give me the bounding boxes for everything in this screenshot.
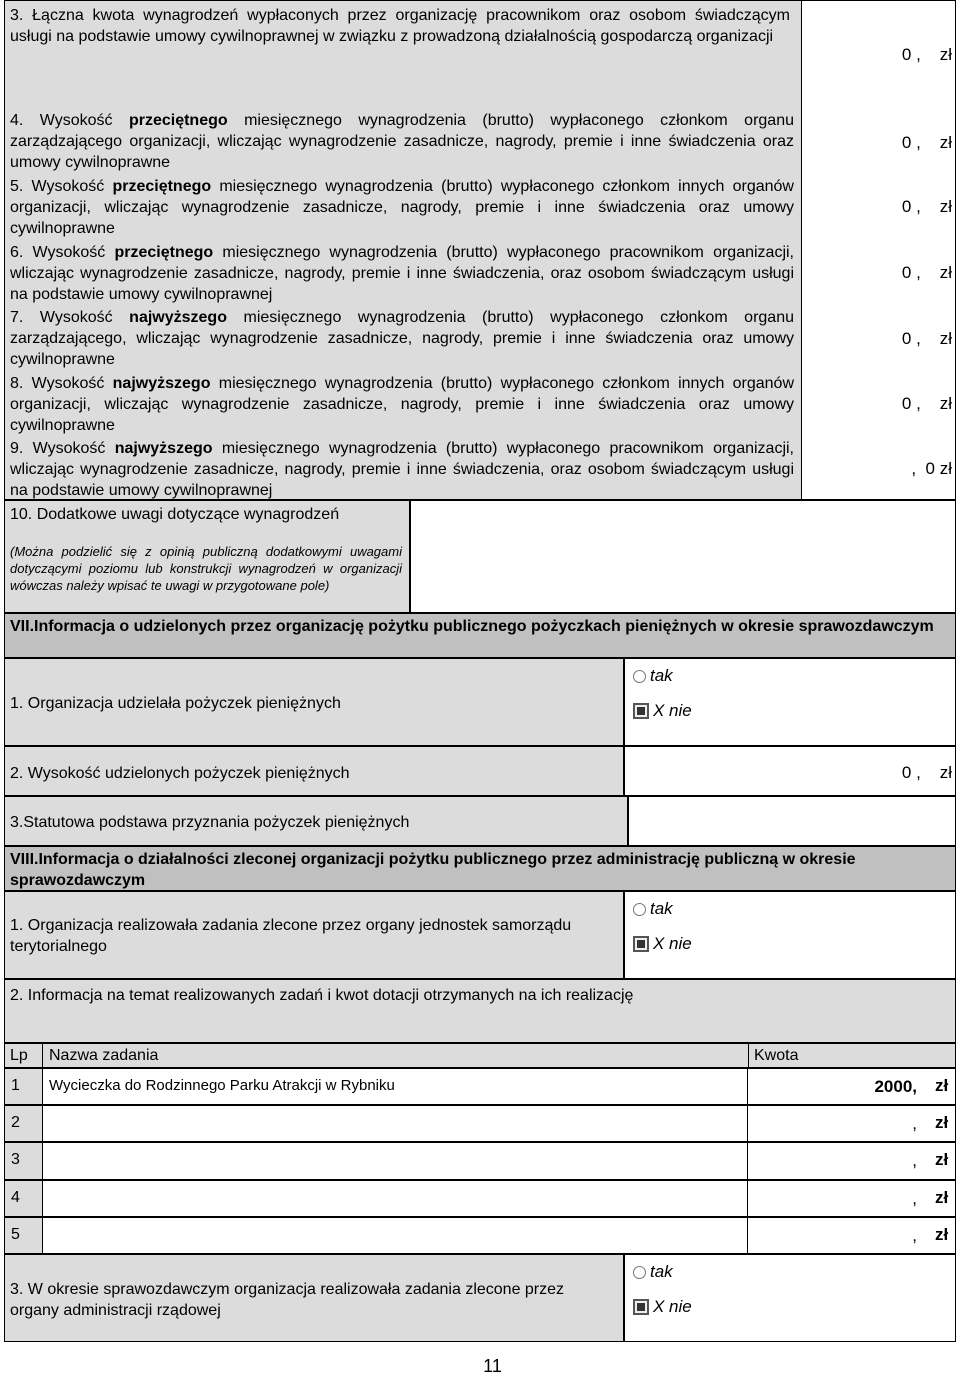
remarks-hint: (Można podzielić się z opinią publiczną dodatkowymi uwagami dotyczącymi poziomu lub konstrukcji wynagrodzeń w organizacji wówczas należy wpisać te uwagi w przygotowane pole)	[10, 544, 402, 593]
section-vii-title: VII.Informacja o udzielonych przez organizację pożytku publicznego pożyczkach pieniężnych w okresie sprawozdawczym	[10, 618, 934, 635]
item-6-bold: przeciętnego	[114, 244, 214, 261]
item-5-amount[interactable]: 0 , zł	[901, 197, 952, 216]
table-row	[4, 1217, 956, 1254]
header-divider-2	[748, 1043, 749, 1068]
viii-q1-options	[624, 891, 956, 979]
vii-q1-options	[624, 658, 956, 746]
row-lp: 2	[4, 1105, 43, 1142]
row-task-name[interactable]	[42, 1217, 748, 1254]
viii-q3-yes[interactable]	[633, 1262, 673, 1282]
row-amount[interactable]: ,	[747, 1217, 956, 1254]
viii-q1-yes-label: tak	[650, 899, 673, 918]
row-amount[interactable]: 2000,	[747, 1068, 956, 1105]
row-task-name[interactable]	[42, 1180, 748, 1217]
row-unit: zł	[935, 1150, 949, 1169]
vii-q2-amount: 0 , zł	[901, 763, 952, 782]
row-task-name[interactable]: Wycieczka do Rodzinnego Parku Atrakcji w Rybniku	[42, 1068, 748, 1105]
item-9-label	[10, 438, 794, 501]
row-lp: 1	[4, 1068, 43, 1105]
item-4-pre: 4. Wysokość	[10, 112, 129, 129]
vii-q1-yes[interactable]	[633, 666, 673, 686]
item-4-label	[10, 110, 794, 173]
row-task-name[interactable]	[42, 1105, 748, 1142]
viii-q1-yes[interactable]	[633, 899, 673, 919]
item-7-pre: 7. Wysokość	[10, 309, 130, 326]
row-lp: 5	[4, 1217, 43, 1254]
item-3-amount[interactable]: 0 , zł	[901, 45, 952, 64]
row-lp: 4	[4, 1180, 43, 1217]
table-header-lp: Lp	[10, 1047, 28, 1064]
viii-q3-label: 3. W okresie sprawozdawczym organizacja realizowała zadania zlecone przez organy administracji rządowej	[10, 1281, 565, 1319]
item-8-post: miesięcznego wynagrodzenia (brutto) wypłaconego członkom innych organów organizacji, wliczając wynagrodzenie zasadnicze, nagrody, premie i inne świadczenia oraz umowy cywilnoprawne	[10, 375, 794, 434]
item-5-pre: 5. Wysokość	[10, 178, 113, 195]
row-unit: zł	[935, 1188, 949, 1207]
viii-q1-label: 1. Organizacja realizowała zadania zlecone przez organy jednostek samorządu terytorialnego	[10, 917, 572, 955]
radio-icon[interactable]	[633, 1266, 646, 1279]
row-unit: zł	[935, 1225, 949, 1244]
item-9-bold: najwyższego	[114, 440, 213, 457]
radio-icon[interactable]	[633, 903, 646, 916]
item-7-bold: najwyższego	[129, 309, 227, 326]
table-row	[4, 1142, 956, 1180]
item-5-bold: przeciętnego	[112, 178, 212, 195]
item-3-label: 3. Łączna kwota wynagrodzeń wypłaconych przez organizację pracownikom oraz osobom świadczącym usługi na podstawie umowy cywilnoprawnej w związku z prowadzoną działalnością gospodarczą organizacji	[10, 7, 790, 45]
viii-q3-options	[624, 1254, 956, 1342]
remarks-input[interactable]	[410, 500, 956, 613]
viii-q1-no-label: X nie	[653, 934, 692, 953]
row-unit: zł	[935, 1113, 949, 1132]
item-7-label	[10, 307, 794, 370]
checkbox-icon[interactable]	[633, 1299, 649, 1315]
item-5-label	[10, 176, 794, 239]
table-header-name: Nazwa zadania	[49, 1047, 159, 1064]
checkbox-icon[interactable]	[633, 936, 649, 952]
item-9-post: miesięcznego wynagrodzenia (brutto) wypłaconego pracownikom organizacji, wliczając wynagrodzenie zasadnicze, nagrody, premie i inne świadczenia, oraz osobom świadczącym usługi na podstawie umowy cywilnoprawnej	[10, 440, 794, 499]
page-number: 11	[483, 1356, 502, 1376]
row-unit: zł	[935, 1076, 949, 1095]
row-amount[interactable]: ,	[747, 1180, 956, 1217]
item-6-post: miesięcznego wynagrodzenia (brutto) wypłaconego pracownikom organizacji, wliczając wynagrodzenie zasadnicze, nagrody, premie i inne świadczenia, oraz osobom świadczącym usługi na podstawie umowy cywilnoprawnej	[10, 244, 794, 303]
item-6-pre: 6. Wysokość	[10, 244, 115, 261]
item-6-amount[interactable]: 0 , zł	[901, 263, 952, 282]
vii-q1-no[interactable]	[633, 701, 692, 721]
viii-q3-no[interactable]	[633, 1297, 692, 1317]
remarks-label: 10. Dodatkowe uwagi dotyczące wynagrodzeń	[10, 506, 340, 523]
item-8-pre: 8. Wysokość	[10, 375, 113, 392]
row-amount[interactable]: ,	[747, 1105, 956, 1142]
table-row	[4, 1068, 956, 1105]
item-9-amount[interactable]: , 0 zł	[911, 459, 952, 478]
vii-q2-label: 2. Wysokość udzielonych pożyczek pieniężnych	[10, 765, 350, 782]
checkbox-icon[interactable]	[633, 703, 649, 719]
viii-q2-label: 2. Informacja na temat realizowanych zadań i kwot dotacji otrzymanych na ich realizację	[10, 987, 634, 1004]
radio-icon[interactable]	[633, 670, 646, 683]
vii-q3-label: 3.Statutowa podstawa przyznania pożyczek pieniężnych	[10, 814, 410, 831]
table-row	[4, 1105, 956, 1142]
item-8-label	[10, 373, 794, 436]
item-5-post: miesięcznego wynagrodzenia (brutto) wypłaconego członkom innych organów organizacji, wliczając wynagrodzenie zasadnicze, nagrody, premie i inne świadczenia oraz umowy cywilnoprawne	[10, 178, 794, 237]
item-4-amount[interactable]: 0 , zł	[901, 133, 952, 152]
item-4-bold: przeciętnego	[128, 112, 228, 129]
row-amount[interactable]: ,	[747, 1142, 956, 1180]
item-6-label	[10, 242, 794, 305]
vii-q1-label: 1. Organizacja udzielała pożyczek pieniężnych	[10, 695, 341, 712]
viii-q3-no-label: X nie	[653, 1297, 692, 1316]
section-viii-title: VIII.Informacja o działalności zleconej organizacji pożytku publicznego przez administrację publiczną w okresie sprawozdawczym	[10, 851, 856, 889]
vii-q3-input[interactable]	[628, 796, 956, 846]
item-8-amount[interactable]: 0 , zł	[901, 394, 952, 413]
row-lp: 3	[4, 1142, 43, 1180]
wages-amount-column	[801, 0, 956, 500]
viii-q1-no[interactable]	[633, 934, 692, 954]
item-9-pre: 9. Wysokość	[10, 440, 115, 457]
header-divider-1	[42, 1043, 43, 1068]
vii-q1-no-label: X nie	[653, 701, 692, 720]
item-4-post: miesięcznego wynagrodzenia (brutto) wypłaconego członkom organu zarządzającego organizacji, wliczając wynagrodzenie zasadnicze, nagrody, premie i inne świadczenia oraz umowy cywilnoprawne	[10, 112, 794, 171]
table-row	[4, 1180, 956, 1217]
item-8-bold: najwyższego	[112, 375, 211, 392]
viii-q3-yes-label: tak	[650, 1262, 673, 1281]
item-7-amount[interactable]: 0 , zł	[901, 329, 952, 348]
vii-q1-yes-label: tak	[650, 666, 673, 685]
item-7-post: miesięcznego wynagrodzenia (brutto) wypłaconego członkom organu zarządzającego, wliczając wynagrodzenie zasadnicze, nagrody, premie i inne świadczenia oraz umowy cywilnoprawne	[10, 309, 794, 368]
table-header-amount: Kwota	[754, 1047, 799, 1064]
row-task-name[interactable]	[42, 1142, 748, 1180]
